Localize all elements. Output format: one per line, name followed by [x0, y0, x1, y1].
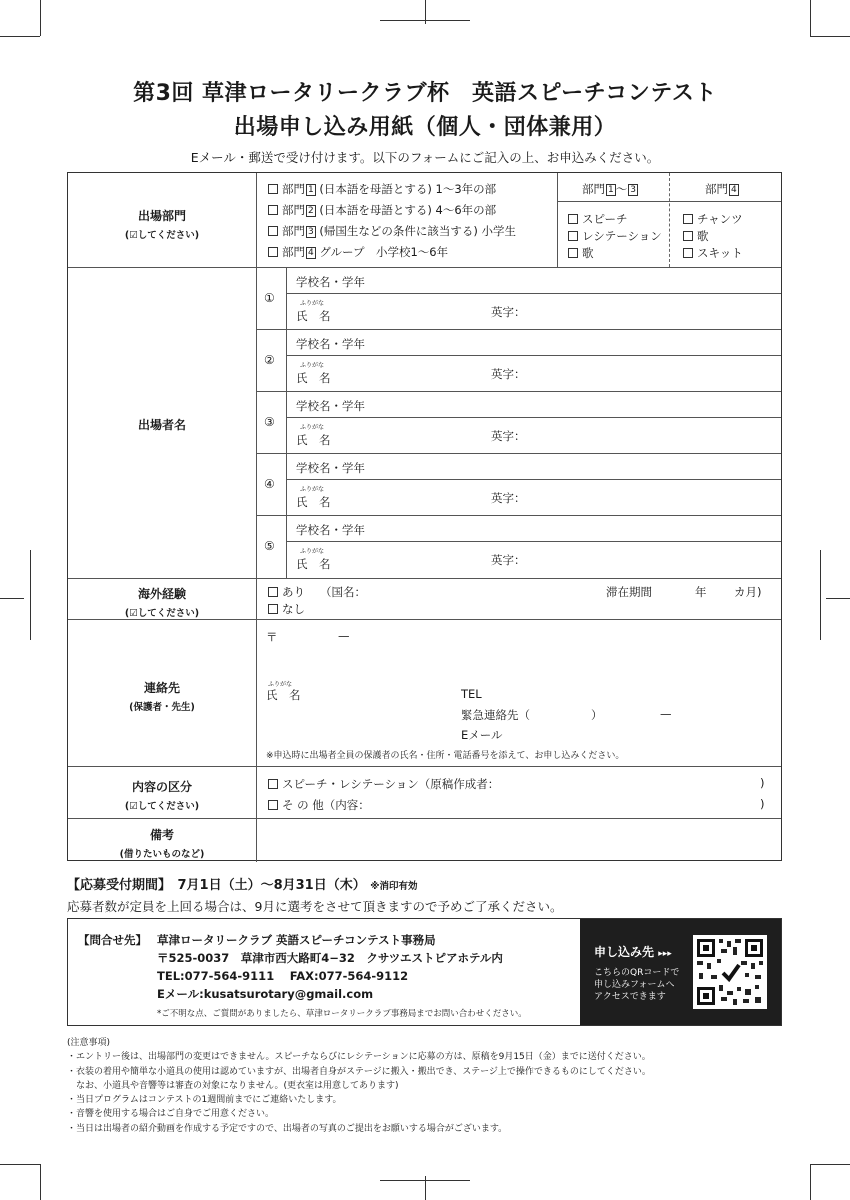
note-item: ・エントリー後は、出場部門の変更はできません。スピーチならびにレシテーションに応募の方は、原稿を9月15日（金）までに送付ください。 [67, 1052, 651, 1063]
furigana-label: ふりがな [300, 362, 325, 369]
crop-mark [380, 20, 470, 21]
guardian-name-field[interactable]: 氏 名 [266, 688, 301, 702]
content-close: ) [760, 797, 765, 811]
qr-title: 申し込み先 ▸▸▸ [594, 945, 672, 959]
furigana-label: ふりがな [300, 486, 325, 493]
content-speech-option[interactable]: スピーチ・レシテーション（原稿作成者： [268, 776, 499, 792]
english-name-field[interactable]: 英字： [491, 429, 526, 443]
crop-mark [810, 0, 811, 36]
application-form [67, 172, 782, 861]
remarks-label: 備考 (借りたいものなど) [119, 828, 205, 860]
checkbox[interactable] [568, 214, 578, 224]
checkbox[interactable] [568, 231, 578, 241]
entry-number: ① [264, 291, 275, 305]
crop-mark [0, 1164, 40, 1165]
crop-mark [380, 1180, 470, 1181]
checkbox[interactable] [268, 800, 278, 810]
option-skit[interactable]: スキット [683, 245, 743, 261]
category-col2-heading: 部門 4 [705, 182, 737, 196]
school-field[interactable]: 学校名・学年 [296, 275, 365, 289]
option-chants[interactable]: チャンツ [683, 211, 743, 227]
notes-section: (注意事項) ・エントリー後は、出場部門の変更はできません。スピーチならびにレシテーションに応募の方は、原稿を9月15日（金）までに送付ください。 ・衣装の着用や簡単な小道具の使用は認めていますが、出場者自身がステージに搬入・搬出でき、ステージ上で操作できるものにしてください。 なお、小道具や音響等は審査の対象になりません。(更衣室は用意してあります) ・当日プログラムはコンテストの1週間前までにご連絡いたします。 ・音響を使用する場合はご自身でご用意ください。 ・当日は出場者の紹介動画を作成する予定ですので、出場者の写真のご提出をお願いする場合がございます。 [67, 1036, 651, 1136]
participants-label: 出場者名 [137, 418, 186, 432]
qr-panel [580, 919, 781, 1025]
crop-mark [0, 598, 24, 599]
note-item: ・当日プログラムはコンテストの1週間前までにご連絡いたします。 [67, 1095, 342, 1106]
note-item: ・音響を使用する場合はご自身でご用意ください。 [67, 1109, 275, 1120]
crop-mark [826, 598, 850, 599]
stay-period-label: 滞在期間 [606, 585, 652, 599]
checkbox[interactable] [568, 248, 578, 258]
inquiry-address: 〒525-0037 草津市西大路町4−32 クサツエストピアホテル内 [157, 951, 503, 965]
furigana-label: ふりがな [268, 681, 293, 688]
tel-field[interactable]: TEL [461, 687, 482, 701]
entry-number: ④ [264, 477, 275, 491]
checkbox[interactable] [683, 248, 693, 258]
emergency-close: ） [591, 708, 603, 722]
emergency-dash: — [660, 707, 672, 721]
page-subtitle: Eメール・郵送で受け付けます。以下のフォームにご記入の上、お申込みください。 [190, 150, 660, 165]
crop-mark [30, 550, 31, 640]
name-field[interactable]: 氏 名 [296, 433, 331, 447]
page-title: 第3回 草津ロータリークラブ杯 英語スピーチコンテスト [133, 81, 717, 106]
country-field[interactable]: （国名： [320, 585, 366, 599]
entry-number: ⑤ [264, 539, 275, 553]
option-song[interactable]: 歌 [568, 245, 594, 261]
crop-mark [40, 0, 41, 36]
category-option-2[interactable]: 部門 2 (日本語を母語とする) 4〜6年の部 [268, 202, 496, 218]
category-label: 出場部門 (☑してください) [124, 209, 200, 241]
overseas-yes[interactable]: あり [268, 584, 305, 600]
note-item: ・当日は出場者の紹介動画を作成する予定ですので、出場者の写真のご提出をお願いする場合がございます。 [67, 1123, 508, 1134]
checkbox[interactable] [683, 231, 693, 241]
checkbox[interactable] [268, 779, 278, 789]
inquiry-note: *ご不明な点、ご質問がありましたら、草津ロータリークラブ事務局までお問い合わせください。 [157, 1009, 527, 1019]
checkbox[interactable] [268, 184, 278, 194]
note-item: ・衣装の着用や簡単な小道具の使用は認めていますが、出場者自身がステージに搬入・搬出でき、ステージ上で操作できるものにしてください。 [67, 1066, 651, 1077]
school-field[interactable]: 学校名・学年 [296, 399, 365, 413]
checkbox[interactable] [268, 205, 278, 215]
english-name-field[interactable]: 英字： [491, 305, 526, 319]
checkbox[interactable] [268, 604, 278, 614]
inquiry-box [67, 918, 782, 1026]
english-name-field[interactable]: 英字： [491, 553, 526, 567]
note-item: なお、小道具や音響等は審査の対象になりません。(更衣室は用意してあります) [67, 1080, 399, 1091]
english-name-field[interactable]: 英字： [491, 491, 526, 505]
emergency-contact-field[interactable]: 緊急連絡先（ [461, 708, 530, 722]
name-field[interactable]: 氏 名 [296, 495, 331, 509]
qr-text: こちらのQRコードで 申し込みフォームへ アクセスできます [594, 968, 680, 1002]
entry-number: ② [264, 353, 275, 367]
checkbox[interactable] [268, 587, 278, 597]
category-option-3[interactable]: 部門 3 (帰国生などの条件に該当する) 小学生 [268, 223, 516, 239]
category-option-1[interactable]: 部門 1 (日本語を母語とする) 1〜3年の部 [268, 181, 496, 197]
option-speech[interactable]: スピーチ [568, 211, 628, 227]
crop-mark [0, 36, 40, 37]
crop-mark [810, 1164, 850, 1165]
category-col1-heading: 部門 1 〜 3 [582, 182, 636, 196]
entry-number: ③ [264, 415, 275, 429]
furigana-label: ふりがな [300, 300, 325, 307]
checkbox[interactable] [268, 247, 278, 257]
email-field[interactable]: Eメール [461, 728, 503, 742]
stay-year-label: 年 [695, 585, 707, 599]
qr-code-icon[interactable] [693, 935, 767, 1009]
crop-mark [810, 1164, 811, 1200]
school-field[interactable]: 学校名・学年 [296, 337, 365, 351]
postal-dash: — [338, 629, 350, 643]
school-field[interactable]: 学校名・学年 [296, 523, 365, 537]
option-recitation[interactable]: レシテーション [568, 228, 662, 244]
stay-month-label: カ月) [734, 585, 762, 599]
name-field[interactable]: 氏 名 [296, 557, 331, 571]
contact-label: 連絡先 (保護者・先生) [129, 681, 195, 713]
crop-mark [40, 1164, 41, 1200]
category-option-4[interactable]: 部門 4 グループ 小学校1〜6年 [268, 244, 448, 260]
english-name-field[interactable]: 英字： [491, 367, 526, 381]
page-subtitle-title: 出場申し込み用紙（個人・団体兼用） [233, 115, 617, 140]
selection-notice: 応募者数が定員を上回る場合は、9月に選考をさせて頂きますので予めご了承ください。 [67, 899, 563, 914]
crop-mark [810, 36, 850, 37]
inquiry-phone: TEL:077-564-9111 FAX:077-564-9112 [157, 969, 409, 983]
application-period: 【応募受付期間】 7月1日（土）〜8月31日（木） ※消印有効 [67, 878, 418, 893]
crop-mark [820, 550, 821, 640]
overseas-no[interactable]: なし [268, 601, 305, 617]
checkbox[interactable] [268, 226, 278, 236]
school-field[interactable]: 学校名・学年 [296, 461, 365, 475]
overseas-label: 海外経験 (☑してください) [124, 587, 200, 619]
postal-code-field[interactable]: 〒 [266, 630, 278, 644]
inquiry-label: 【問合せ先】 [78, 933, 147, 947]
furigana-label: ふりがな [300, 424, 325, 431]
contact-note: ※申込時に出場者全員の保護者の氏名・住所・電話番号を添えて、お申し込みください。 [266, 751, 625, 761]
name-field[interactable]: 氏 名 [296, 309, 331, 323]
inquiry-email[interactable]: Eメール:kusatsurotary@gmail.com [157, 987, 374, 1001]
remarks-field[interactable] [258, 820, 780, 860]
checkbox[interactable] [683, 214, 693, 224]
furigana-label: ふりがな [300, 548, 325, 555]
name-field[interactable]: 氏 名 [296, 371, 331, 385]
content-close: ) [760, 776, 765, 790]
option-song-group[interactable]: 歌 [683, 228, 709, 244]
content-label: 内容の区分 (☑してください) [124, 780, 200, 812]
content-other-option[interactable]: そ の 他（内容： [268, 797, 370, 813]
inquiry-org: 草津ロータリークラブ 英語スピーチコンテスト事務局 [157, 933, 436, 947]
